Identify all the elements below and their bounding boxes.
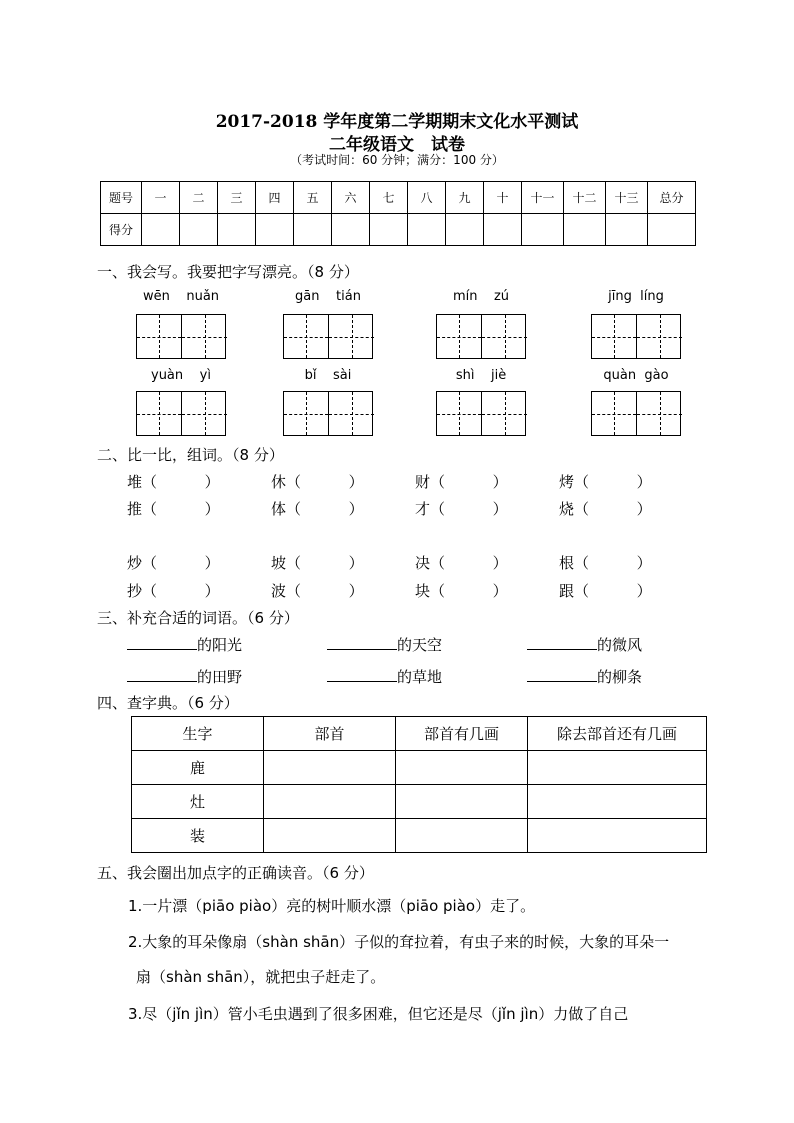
fill-item[interactable]: 的微风	[527, 634, 642, 655]
score-header: 十一	[522, 182, 564, 214]
dict-cell[interactable]	[396, 785, 528, 819]
dict-cell[interactable]	[264, 785, 396, 819]
dict-cell[interactable]	[396, 751, 528, 785]
score-header: 十二	[564, 182, 606, 214]
dict-header: 部首有几画	[396, 717, 528, 751]
pinyin-label: yuàn yì	[151, 368, 211, 383]
dict-cell[interactable]	[528, 819, 707, 853]
compare-item[interactable]: 跟（ ）	[559, 582, 652, 600]
score-header: 一	[142, 182, 180, 214]
dict-char: 鹿	[132, 751, 264, 785]
writing-grid[interactable]	[283, 391, 373, 436]
score-cell[interactable]	[446, 214, 484, 246]
score-header: 四	[256, 182, 294, 214]
writing-grid[interactable]	[591, 314, 681, 359]
score-header-row	[101, 182, 696, 214]
compare-item[interactable]: 烤（ ）	[559, 473, 652, 491]
dict-cell[interactable]	[264, 751, 396, 785]
score-cell[interactable]	[408, 214, 446, 246]
score-cell[interactable]	[606, 214, 648, 246]
dict-row	[132, 785, 707, 819]
dict-row	[132, 819, 707, 853]
score-value-row	[101, 214, 696, 246]
question-line: 1.一片漂（piāo piào）亮的树叶顺水漂（piāo piào）走了。	[128, 897, 536, 915]
section3-heading: 三、补充合适的词语。（6 分）	[97, 609, 299, 627]
dict-header: 部首	[264, 717, 396, 751]
question-line: 扇（shàn shān），就把虫子赶走了。	[136, 968, 386, 986]
score-table	[100, 181, 696, 246]
score-cell[interactable]	[522, 214, 564, 246]
pinyin-label: gān tián	[295, 289, 361, 304]
score-header: 六	[332, 182, 370, 214]
compare-item[interactable]: 决（ ）	[415, 554, 508, 572]
score-cell[interactable]	[180, 214, 218, 246]
exam-info: （考试时间：60 分钟；满分：100 分）	[290, 153, 504, 167]
dict-header: 除去部首还有几画	[528, 717, 707, 751]
score-header: 二	[180, 182, 218, 214]
compare-item[interactable]: 波（ ）	[271, 582, 364, 600]
pinyin-label: mín zú	[452, 289, 510, 304]
question-line: 2.大象的耳朵像扇（shàn shān）子似的耷拉着，有虫子来的时候，大象的耳朵一	[128, 933, 670, 951]
compare-item[interactable]: 抄（ ）	[127, 582, 220, 600]
score-cell[interactable]	[332, 214, 370, 246]
section5-heading: 五、我会圈出加点字的正确读音。（6 分）	[97, 864, 374, 882]
pinyin-label: shì jiè	[455, 368, 507, 383]
compare-item[interactable]: 体（ ）	[271, 500, 364, 518]
compare-item[interactable]: 才（ ）	[415, 500, 508, 518]
dictionary-table	[131, 716, 707, 853]
compare-item[interactable]: 炒（ ）	[127, 554, 220, 572]
pinyin-label: quàn gào	[603, 368, 669, 383]
dict-char: 装	[132, 819, 264, 853]
score-header: 七	[370, 182, 408, 214]
writing-grid[interactable]	[591, 391, 681, 436]
section4-heading: 四、查字典。（6 分）	[97, 694, 239, 712]
exam-title: 2017-2018 学年度第二学期期末文化水平测试	[215, 112, 579, 132]
fill-item[interactable]: 的田野	[127, 666, 242, 687]
score-header: 三	[218, 182, 256, 214]
compare-item[interactable]: 推（ ）	[127, 500, 220, 518]
dict-char: 灶	[132, 785, 264, 819]
score-header: 九	[446, 182, 484, 214]
writing-grid[interactable]	[136, 314, 226, 359]
score-header: 总分	[648, 182, 696, 214]
score-header: 八	[408, 182, 446, 214]
score-cell[interactable]	[370, 214, 408, 246]
score-cell[interactable]	[142, 214, 180, 246]
score-header: 题号	[101, 182, 142, 214]
score-cell[interactable]	[294, 214, 332, 246]
fill-item[interactable]: 的阳光	[127, 634, 242, 655]
writing-grid[interactable]	[136, 391, 226, 436]
writing-grid[interactable]	[283, 314, 373, 359]
score-header: 十三	[606, 182, 648, 214]
score-cell[interactable]	[218, 214, 256, 246]
compare-item[interactable]: 块（ ）	[415, 582, 508, 600]
fill-item[interactable]: 的草地	[327, 666, 442, 687]
exam-subtitle: 二年级语文 试卷	[329, 135, 465, 155]
section2-heading: 二、比一比，组词。（8 分）	[97, 446, 284, 464]
dict-cell[interactable]	[528, 751, 707, 785]
score-header: 五	[294, 182, 332, 214]
writing-grid[interactable]	[436, 314, 526, 359]
score-cell[interactable]	[484, 214, 522, 246]
fill-item[interactable]: 的柳条	[527, 666, 642, 687]
dict-row	[132, 751, 707, 785]
compare-item[interactable]: 休（ ）	[271, 473, 364, 491]
pinyin-label: wēn nuǎn	[142, 289, 220, 304]
compare-item[interactable]: 堆（ ）	[127, 473, 220, 491]
section1-heading: 一、我会写。我要把字写漂亮。（8 分）	[97, 263, 359, 281]
question-line: 3.尽（jǐn jìn）管小毛虫遇到了很多困难，但它还是尽（jǐn jìn）力做了自己	[128, 1005, 629, 1023]
pinyin-label: bǐ sài	[304, 368, 352, 383]
writing-grid[interactable]	[436, 391, 526, 436]
dict-header: 生字	[132, 717, 264, 751]
compare-item[interactable]: 坡（ ）	[271, 554, 364, 572]
dict-cell[interactable]	[528, 785, 707, 819]
score-row-label: 得分	[101, 214, 142, 246]
dict-header-row	[132, 717, 707, 751]
compare-item[interactable]: 财（ ）	[415, 473, 508, 491]
dict-cell[interactable]	[264, 819, 396, 853]
pinyin-label: jīng líng	[608, 289, 664, 304]
fill-item[interactable]: 的天空	[327, 634, 442, 655]
score-cell[interactable]	[564, 214, 606, 246]
score-cell[interactable]	[648, 214, 696, 246]
score-header: 十	[484, 182, 522, 214]
compare-item[interactable]: 根（ ）	[559, 554, 652, 572]
score-cell[interactable]	[256, 214, 294, 246]
dict-cell[interactable]	[396, 819, 528, 853]
compare-item[interactable]: 烧（ ）	[559, 500, 652, 518]
